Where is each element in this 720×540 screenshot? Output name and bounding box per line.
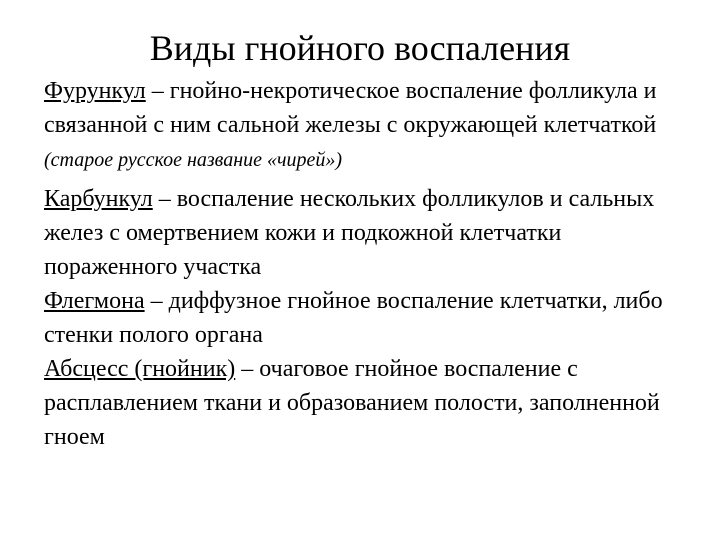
slide-title: Виды гнойного воспаления [149,28,571,68]
definition-text-phlegmon: – диффузное гнойное воспаление клетчатки, либо стенки полого органа [44,288,663,348]
definition-carbuncle [44,182,684,284]
definition-abscess [44,352,684,454]
term-phlegmon: Флегмона [44,288,145,314]
note-furuncle: (старое русское название «чирей») [44,149,343,171]
term-abscess: Абсцесс (гнойник) [44,356,236,382]
definition-phlegmon [44,284,684,352]
definition-text-abscess: – очаговое гнойное воспаление с расплавлением ткани и образованием полости, заполненной гноем [44,356,660,450]
definition-text-furuncle: – гнойно-некротическое воспаление фолликула и связанной с ним сальной железы с окружающей клетчаткой [44,78,657,138]
definition-furuncle [44,74,684,176]
term-furuncle: Фурункул [44,78,146,104]
term-carbuncle: Карбункул [44,186,153,212]
definitions-list [44,74,684,454]
definition-text-carbuncle: – воспаление нескольких фолликулов и сальных желез с омертвением кожи и подкожной клетчатки пораженного участка [44,186,655,280]
